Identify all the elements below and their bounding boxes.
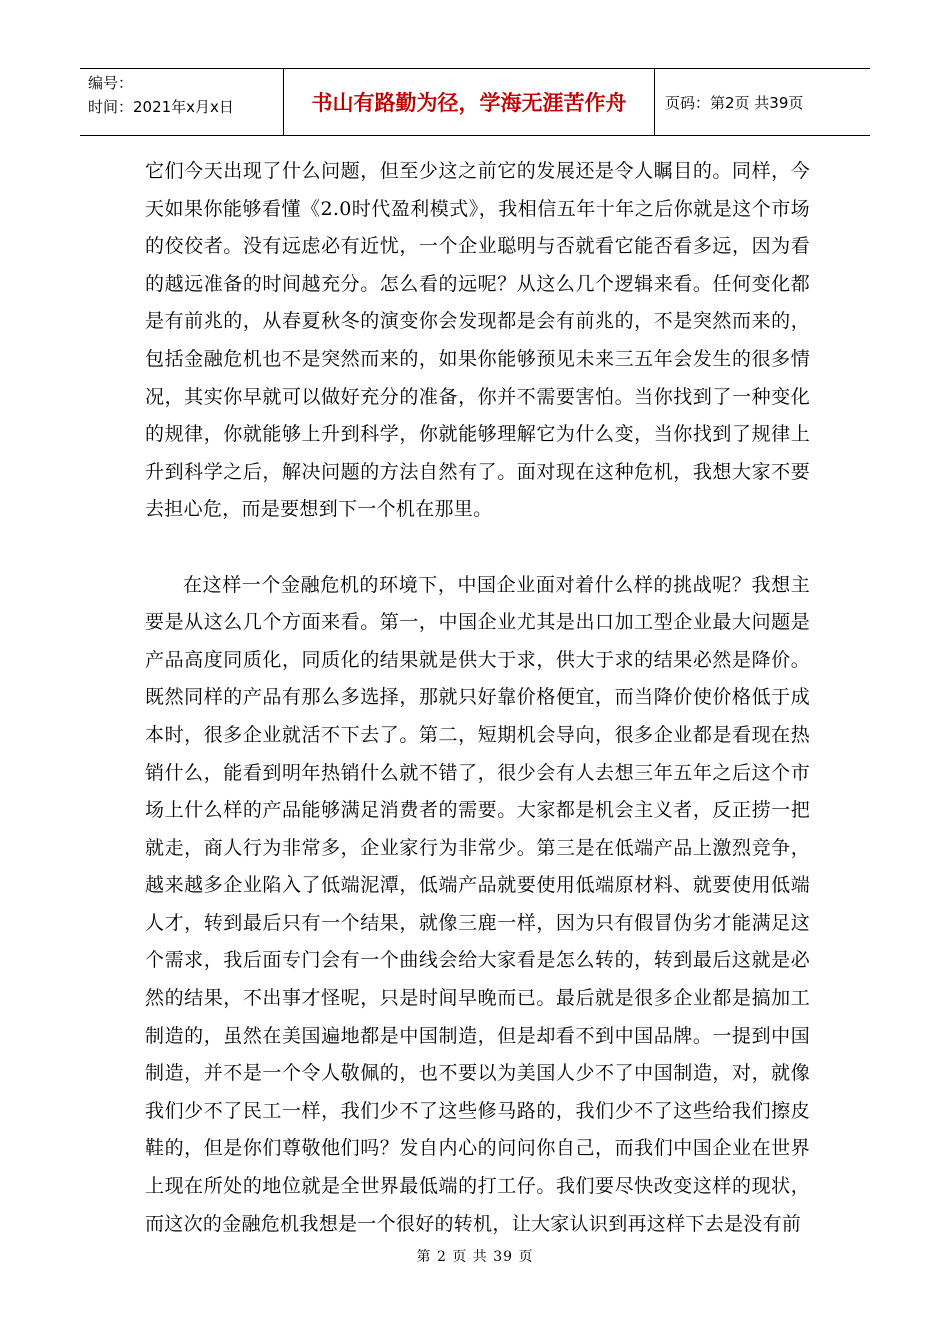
document-time-label: 时间：2021年x月x日 [88, 98, 234, 116]
header-motto: 书山有路勤为径，学海无涯苦作舟 [283, 69, 655, 135]
body-paragraph-2: 在这样一个金融危机的环境下，中国企业面对着什么样的挑战呢？我想主要是从这么几个方面来看。第一，中国企业尤其是出口加工型企业最大问题是产品高度同质化，同质化的结果就是供大于求，供大于求的结果必然是降价。既然同样的产品有那么多选择，那就只好靠价格便宜，而当降价使价格低于成本时，很多企业就活不下去了。第二，短期机会导向，很多企业都是看现在热销什么，能看到明年热销什么就不错了，很少会有人去想三年五年之后这个市场上什么样的产品能够满足消费者的需要。大家都是机会主义者，反正捞一把就走，商人行为非常多，企业家行为非常少。第三是在低端产品上激烈竞争，越来越多企业陷入了低端泥潭，低端产品就要使用低端原材料、就要使用低端人才，转到最后只有一个结果，就像三鹿一样，因为只有假冒伪劣才能满足这个需求，我后面专门会有一个曲线会给大家看是怎么转的，转到最后这就是必然的结果，不出事才怪呢，只是时间早晚而已。最后就是很多企业都是搞加工制造的，虽然在美国遍地都是中国制造，但是却看不到中国品牌。一提到中国制造，并不是一个令人敬佩的，也不要以为美国人少不了中国制造，对，就像我们少不了民工一样，我们少不了这些修马路的，我们少不了这些给我们擦皮鞋的，但是你们尊敬他们吗？发自内心的问问你自己，而我们中国企业在世界上现在所处的地位就是全世界最低端的打工仔。我们要尽快改变这样的现状，而这次的金融危机我想是一个很好的转机，让大家认识到再这样下去是没有前 [145, 573, 810, 1235]
page-header [80, 68, 870, 136]
body-paragraph-1: 它们今天出现了什么问题，但至少这之前它的发展还是令人瞩目的。同样，今天如果你能够看懂《2.0时代盈利模式》，我相信五年十年之后你就是这个市场的佼佼者。没有远虑必有近忧，一个企业聪明与否就看它能否看多远，因为看的越远准备的时间越充分。怎么看的远呢？从这么几个逻辑来看。任何变化都是有前兆的，从春夏秋冬的演变你会发现都是会有前兆的，不是突然而来的，包括金融危机也不是突然而来的，如果你能够预见未来三五年会发生的很多情况，其实你早就可以做好充分的准备，你并不需要害怕。当你找到了一种变化的规律，你就能够上升到科学，你就能够理解它为什么变，当你找到了规律上升到科学之后，解决问题的方法自然有了。面对现在这种危机，我想大家不要去担心危，而是要想到下一个机在那里。 [145, 160, 810, 521]
page-footer: 第 2 页 共 39 页 [416, 1249, 534, 1265]
header-page-code: 页码：第2页 共39页 [665, 93, 804, 112]
document-number-label: 编号： [88, 74, 134, 92]
document-body [145, 153, 810, 1243]
header-meta [80, 69, 283, 135]
